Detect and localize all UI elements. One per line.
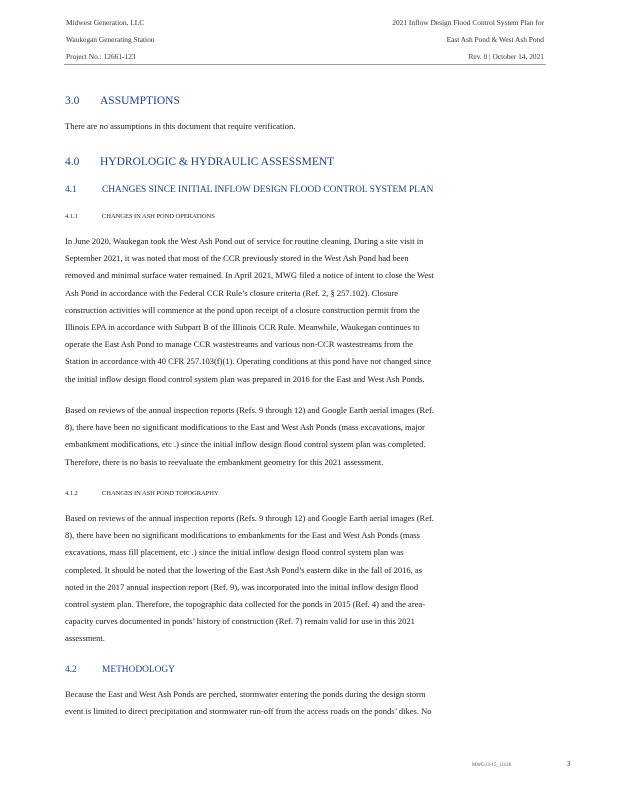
- paragraph-topography: Based on reviews of the annual inspection reports (Refs. 9 through 12) and Google Earth aerial images (Ref. 8), there have been no significant modifications to embankments for the East and West Ash Ponds (mass excavations, mass fill placement, etc .) since the initial inflow design flood control system plan was completed. It should be noted that the lowering of the East Ash Pond’s eastern dike in the fall of 2016, as noted in the 2017 annual inspection report (Ref. 9), was incorporated into the initial inflow design flood control system plan. Therefore, the topographic data collected for the ponds in 2015 (Ref. 4) and the area- capacity curves documented in ponds’ history of construction (Ref. 7) remain valid for use in this 2021 assessment.: [65, 513, 434, 644]
- paragraph-operations-1: In June 2020, Waukegan took the West Ash Pond out of service for routine cleaning. During a site visit in September 2021, it was noted that most of the CCR previously stored in the West Ash Pond had been removed and minimal surface water remained. In April 2021, MWG filed a notice of intent to close the West Ash Pond in accordance with the Federal CCR Rule’s closure criteria (Ref. 2, § 257.102). Closure construction activities will commence at the pond upon receipt of a closure construction permit from the Illinois EPA in accordance with Subpart B of the Illinois CCR Rule. Meanwhile, Waukegan continues to operate the East Ash Pond to manage CCR wastestreams and various non-CCR wastestreams from the Station in accordance with 40 CFR 257.103(f)(1). Operating conditions at this pond have not changed since the initial inflow design flood control system plan was prepared in 2016 for the East and West Ash Ponds.: [65, 236, 434, 384]
- header-divider: [64, 64, 546, 65]
- paragraph-methodology: Because the East and West Ash Ponds are perched, stormwater entering the ponds during the design storm event is limited to direct precipitation and stormwater run-off from the access roads on the ponds’ dikes. No: [65, 689, 432, 717]
- header-company: Midwest Generation, LLC: [66, 18, 145, 27]
- heading-4-1: 4.1 CHANGES SINCE INITIAL INFLOW DESIGN FLOOD CONTROL SYSTEM PLAN: [65, 185, 434, 195]
- footer-document-code: MWG13-15_11126: [472, 763, 512, 768]
- header-right: [392, 14, 544, 65]
- heading-4-2: 4.2 METHODOLOGY: [65, 665, 175, 675]
- heading-3-0: 3.0 ASSUMPTIONS: [65, 95, 180, 107]
- header-doc-subtitle: East Ash Pond & West Ash Pond: [446, 35, 544, 44]
- header-revision: Rev. 0 | October 14, 2021: [468, 52, 544, 61]
- header-station: Waukegan Generating Station: [66, 35, 155, 44]
- heading-4-0: 4.0 HYDROLOGIC & HYDRAULIC ASSESSMENT: [65, 156, 335, 168]
- header-left: [66, 14, 154, 65]
- page-number: 3: [567, 760, 571, 768]
- header-doc-title: 2021 Inflow Design Flood Control System Plan for: [392, 18, 544, 27]
- heading-4-1-2: 4.1.2 CHANGES IN ASH POND TOPOGRAPHY: [65, 490, 219, 497]
- assumptions-text: There are no assumptions in this document that require verification.: [65, 121, 296, 131]
- header-project-number: Project No.: 12661-123: [66, 52, 136, 61]
- heading-4-1-1: 4.1.1 CHANGES IN ASH POND OPERATIONS: [65, 213, 215, 220]
- paragraph-operations-2: Based on reviews of the annual inspection reports (Refs. 9 through 12) and Google Earth aerial images (Ref. 8), there have been no significant modifications to the East and West Ash Ponds (mass excavations, major embankment modifications, etc .) since the initial inflow design flood control system plan was completed. Therefore, there is no basis to reevaluate the embankment geometry for this 2021 assessment.: [65, 405, 434, 467]
